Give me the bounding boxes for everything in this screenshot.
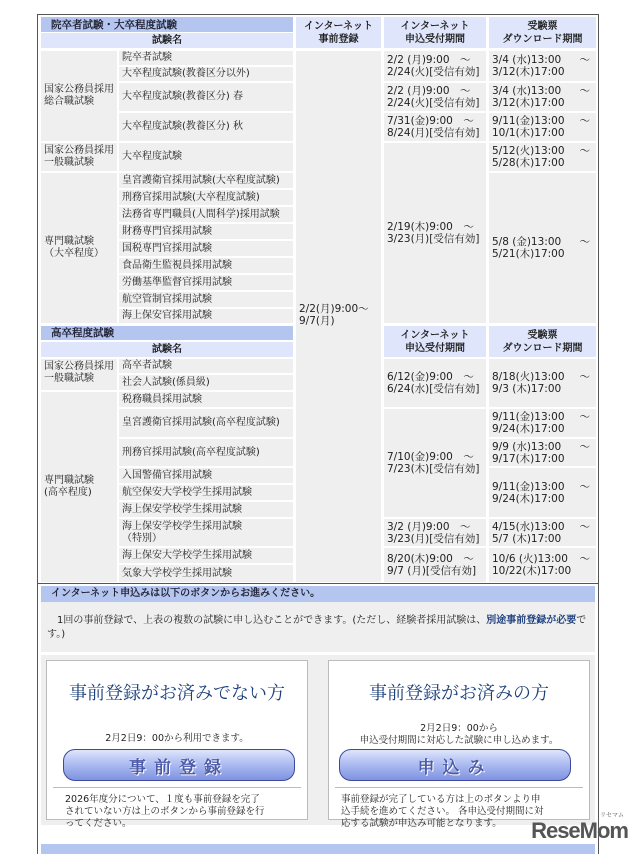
exam-name-header xyxy=(41,33,293,48)
col-header-download xyxy=(489,326,596,357)
download-period xyxy=(489,519,596,546)
download-period xyxy=(489,143,596,171)
date-line: 5/28(木)17:00 xyxy=(492,157,565,169)
exam-name xyxy=(119,275,293,290)
category-line: 国家公務員採用 xyxy=(44,84,114,95)
date-line: 10/22(木)17:00 xyxy=(492,565,572,577)
exam-name xyxy=(119,113,293,141)
desc-line: 事前登録が完了している方は上のボタンより申 xyxy=(341,794,541,805)
panel-divider xyxy=(335,787,583,788)
exam-name xyxy=(119,565,293,582)
notice-heading-text: インターネット申込みは以下のボタンからお進みください。 xyxy=(51,588,321,599)
header-line: インターネット xyxy=(400,329,470,341)
exam-name xyxy=(119,292,293,307)
panel-divider xyxy=(53,787,301,788)
header-line: 申込受付期間 xyxy=(405,33,465,45)
date-line: 8/18(火)13:00 xyxy=(492,371,565,383)
exam-label: 食品衛生監視員採用試験 xyxy=(122,259,232,271)
exam-label: 海上保安学校学生採用試験 xyxy=(122,520,242,532)
date-line: 9/17(木)17:00 xyxy=(492,452,565,465)
header-label: 試験名 xyxy=(152,343,182,355)
exam-label: 入国警備官採用試験 xyxy=(122,469,212,481)
date-line: 5/21(木)17:00 xyxy=(492,248,565,260)
exam-name xyxy=(119,485,293,500)
button-label: 申込み xyxy=(417,757,493,778)
watermark-text: ReseMom xyxy=(531,818,628,843)
exam-name xyxy=(119,519,293,546)
exam-name xyxy=(119,67,293,81)
date-line: 9/7 (月)[受信有効] xyxy=(387,565,477,577)
date-line: 8/20(木)9:00 ～ xyxy=(387,553,474,565)
desc-line: 込手続を進めてください。 各申込受付期間に対 xyxy=(341,806,544,817)
date-line: 2/24(火)[受信有効] xyxy=(387,66,480,78)
application-period xyxy=(384,113,486,141)
exam-label: 大卒程度試験(教養区分) 春 xyxy=(122,91,243,102)
header-line: 事前登録 xyxy=(318,33,359,45)
application-period xyxy=(384,143,486,323)
exam-label: 税務職員採用試験 xyxy=(122,393,202,405)
exam-label: 航空管制官採用試験 xyxy=(122,293,212,305)
resemom-watermark-logo xyxy=(531,813,628,844)
date-line: 2/2 (月)9:00 ～ xyxy=(387,54,471,66)
category-line: 一般職試験 xyxy=(44,373,94,384)
date-line: 3/4 (水)13:00 xyxy=(492,54,562,66)
category-sogo xyxy=(41,51,117,141)
exam-name xyxy=(119,548,293,563)
date-line: 7/31(金)9:00 ～ xyxy=(387,115,474,127)
exam-label: 海上保安官採用試験 xyxy=(122,310,212,321)
table-divider xyxy=(37,583,599,584)
date-line: 5/8 (金)13:00 xyxy=(492,236,562,248)
col-header-application xyxy=(384,17,486,48)
notice-heading xyxy=(41,586,595,602)
tilde: ～ xyxy=(579,553,590,565)
exam-label: 国税専門官採用試験 xyxy=(122,242,212,254)
exam-label: 高卒者試験 xyxy=(122,360,172,371)
application-period xyxy=(384,51,486,81)
exam-name xyxy=(119,439,293,466)
date-line: 9/24(木)17:00 xyxy=(492,492,565,505)
exam-label: 財務専門官採用試験 xyxy=(122,225,212,237)
category-line: 国家公務員採用 xyxy=(44,145,114,156)
col-header-registration xyxy=(296,17,381,48)
date-line: 2/2(月)9:00～ xyxy=(299,303,369,315)
exam-label-note: （特別） xyxy=(122,532,162,544)
exam-name xyxy=(119,241,293,256)
tilde: ～ xyxy=(579,85,590,97)
exam-name xyxy=(119,375,293,390)
tilde: ～ xyxy=(579,115,590,127)
availability-text xyxy=(329,723,589,747)
exam-label: 社会人試験(係員級) xyxy=(122,376,210,388)
section-header-graduate xyxy=(41,17,293,32)
exam-name xyxy=(119,392,293,407)
exam-name xyxy=(119,468,293,483)
watermark-ruby: リセマム xyxy=(600,813,624,819)
panel-title: 事前登録がお済みでない方 xyxy=(69,683,285,704)
category-line: （大卒程度） xyxy=(44,248,104,259)
pre-registration-button[interactable] xyxy=(63,749,295,781)
header-line: 受験票 xyxy=(527,20,558,32)
desc-line: 応する試験が申込み可能となります。 xyxy=(341,818,502,829)
exam-name xyxy=(119,502,293,517)
exam-name xyxy=(119,83,293,111)
registration-panels xyxy=(41,655,595,829)
date-line: 6/24(水)[受信有効] xyxy=(387,383,480,395)
tilde: ～ xyxy=(579,520,590,533)
download-period xyxy=(489,83,596,111)
application-period xyxy=(384,409,486,517)
download-period xyxy=(489,409,596,437)
header-line: 受験票 xyxy=(527,329,558,341)
application-period xyxy=(384,519,486,546)
header-line: ダウンロード期間 xyxy=(502,33,583,45)
download-period xyxy=(489,51,596,81)
category-line: (高卒程度) xyxy=(44,487,92,498)
date-line: 7/23(木)[受信有効] xyxy=(387,463,480,475)
exam-name xyxy=(119,409,293,437)
exam-label: 刑務官採用試験(高卒程度試験) xyxy=(122,446,260,458)
download-period xyxy=(489,468,596,517)
exam-label: 法務省専門職員(人間科学)採用試験 xyxy=(122,208,280,220)
date-line: 3/2 (月)9:00 ～ xyxy=(387,520,471,533)
download-period xyxy=(489,359,596,407)
exam-label: 刑務官採用試験(大卒程度試験) xyxy=(122,191,260,203)
desc-line: ってください。 xyxy=(65,818,132,829)
exam-label: 気象大学校学生採用試験 xyxy=(122,567,232,579)
category-senmon-univ xyxy=(41,173,117,323)
application-period xyxy=(384,359,486,407)
date-line: 3/23(月)[受信有効] xyxy=(387,532,480,545)
date-line: 2/24(火)[受信有効] xyxy=(387,97,480,109)
panel-not-registered xyxy=(46,660,308,829)
desc-line: されていない方は上のボタンから事前登録を行 xyxy=(65,806,265,817)
exam-label: 皇宮護衛官採用試験(大卒程度試験) xyxy=(122,174,280,186)
download-period xyxy=(489,548,596,582)
date-line: 9/11(金)13:00 xyxy=(492,115,565,127)
panel-registered xyxy=(328,660,590,829)
date-line: 10/6 (火)13:00 xyxy=(492,553,568,565)
tilde: ～ xyxy=(579,480,590,493)
date-line: 9/24(木)17:00 xyxy=(492,423,565,435)
tilde: ～ xyxy=(579,411,590,423)
exam-label: 皇宮護衛官採用試験(高卒程度試験) xyxy=(122,417,280,428)
col-header-download xyxy=(489,17,596,48)
exam-label: 大卒程度試験 xyxy=(122,151,182,162)
category-ippan-highschool xyxy=(41,359,117,390)
date-line: 3/4 (水)13:00 xyxy=(492,85,562,97)
exam-name xyxy=(119,207,293,222)
exam-name xyxy=(119,258,293,273)
date-line: 2/19(木)9:00 ～ xyxy=(387,221,474,233)
exam-label: 大卒程度試験(教養区分) 秋 xyxy=(122,121,243,132)
section-title: 高卒程度試験 xyxy=(51,327,114,339)
date-line: 3/23(月)[受信有効] xyxy=(387,233,480,245)
tilde: ～ xyxy=(579,54,590,66)
exam-name-header xyxy=(41,342,293,357)
tilde: ～ xyxy=(579,236,590,248)
category-ippan xyxy=(41,143,117,171)
exam-name xyxy=(119,143,293,171)
pre-registration-period xyxy=(296,51,381,582)
col-header-application xyxy=(384,326,486,357)
notice-text: です。) xyxy=(47,615,587,640)
category-line: 国家公務員採用 xyxy=(44,361,114,372)
panel-title: 事前登録がお済みの方 xyxy=(369,683,549,704)
exam-name xyxy=(119,309,293,323)
exam-name xyxy=(119,173,293,188)
tilde: ～ xyxy=(579,440,590,453)
date-line: 4/15(水)13:00 xyxy=(492,520,565,533)
date-line: 5/12(火)13:00 xyxy=(492,145,565,157)
date-line: 9/11(金)13:00 xyxy=(492,480,565,493)
category-line: 総合職試験 xyxy=(44,96,94,107)
date-line: 5/7 (木)17:00 xyxy=(492,532,562,545)
avail-line: 2月2日9：00から xyxy=(420,723,498,734)
date-line: 3/12(木)17:00 xyxy=(492,97,565,109)
availability-text: 2月2日9：00から利用できます。 xyxy=(105,733,249,744)
exam-label: 院卒者試験 xyxy=(122,52,172,63)
desc-line: 2026年度分について、１度も事前登録を完了 xyxy=(65,794,260,805)
exam-label: 航空保安大学校学生採用試験 xyxy=(122,486,252,498)
application-period xyxy=(384,548,486,582)
category-line: 専門職試験 xyxy=(44,475,94,486)
section-title: 院卒者試験・大卒程度試験 xyxy=(51,18,177,31)
date-line: 8/24(月)[受信有効] xyxy=(387,127,480,139)
header-label: 試験名 xyxy=(152,34,182,46)
notice-body xyxy=(41,602,595,652)
panel-description xyxy=(65,794,297,830)
date-line: 7/10(金)9:00 ～ xyxy=(387,451,474,463)
date-line: 10/1(木)17:00 xyxy=(492,127,565,139)
button-label: 事前登録 xyxy=(129,757,229,778)
exam-name xyxy=(119,51,293,65)
exam-label: 大卒程度試験(教養区分以外) xyxy=(122,68,250,79)
download-period xyxy=(489,439,596,466)
header-line: 申込受付期間 xyxy=(405,342,465,354)
download-period xyxy=(489,113,596,141)
exam-label: 海上保安学校学生採用試験 xyxy=(122,503,242,515)
notice-text: 1回の事前登録で、上表の複数の試験に申し込むことができます。(ただし、経験者採用試験は、 xyxy=(47,615,487,626)
date-line: 2/2 (月)9:00 ～ xyxy=(387,85,471,97)
date-line: 6/12(金)9:00 ～ xyxy=(387,371,474,383)
header-line: ダウンロード期間 xyxy=(502,342,583,354)
bottom-section-bar xyxy=(41,844,595,854)
exam-name xyxy=(119,359,293,373)
category-line: 専門職試験 xyxy=(44,236,94,247)
date-line: 9/3 (木)17:00 xyxy=(492,383,562,395)
category-senmon-highschool xyxy=(41,392,117,582)
date-line: 3/12(木)17:00 xyxy=(492,66,565,78)
tilde: ～ xyxy=(579,371,590,383)
date-line: 9/9 (水)13:00 xyxy=(492,440,562,453)
category-line: 一般職試験 xyxy=(44,157,94,168)
section-header-highschool xyxy=(41,326,293,340)
date-line: 9/7(月) xyxy=(299,315,335,327)
date-line: 9/11(金)13:00 xyxy=(492,411,565,423)
exam-name xyxy=(119,224,293,239)
exam-name xyxy=(119,190,293,205)
header-line: インターネット xyxy=(400,20,470,32)
apply-button[interactable] xyxy=(339,749,571,781)
separate-registration-link[interactable]: 別途事前登録が必要 xyxy=(486,615,577,626)
download-period xyxy=(489,173,596,323)
tilde: ～ xyxy=(579,145,590,157)
exam-label: 労働基準監督官採用試験 xyxy=(122,276,232,288)
header-line: インターネット xyxy=(303,20,374,32)
avail-line: 申込受付期間に対応した試験に申し込めます。 xyxy=(359,735,559,746)
application-period xyxy=(384,83,486,111)
exam-label: 海上保安大学校学生採用試験 xyxy=(122,549,252,561)
